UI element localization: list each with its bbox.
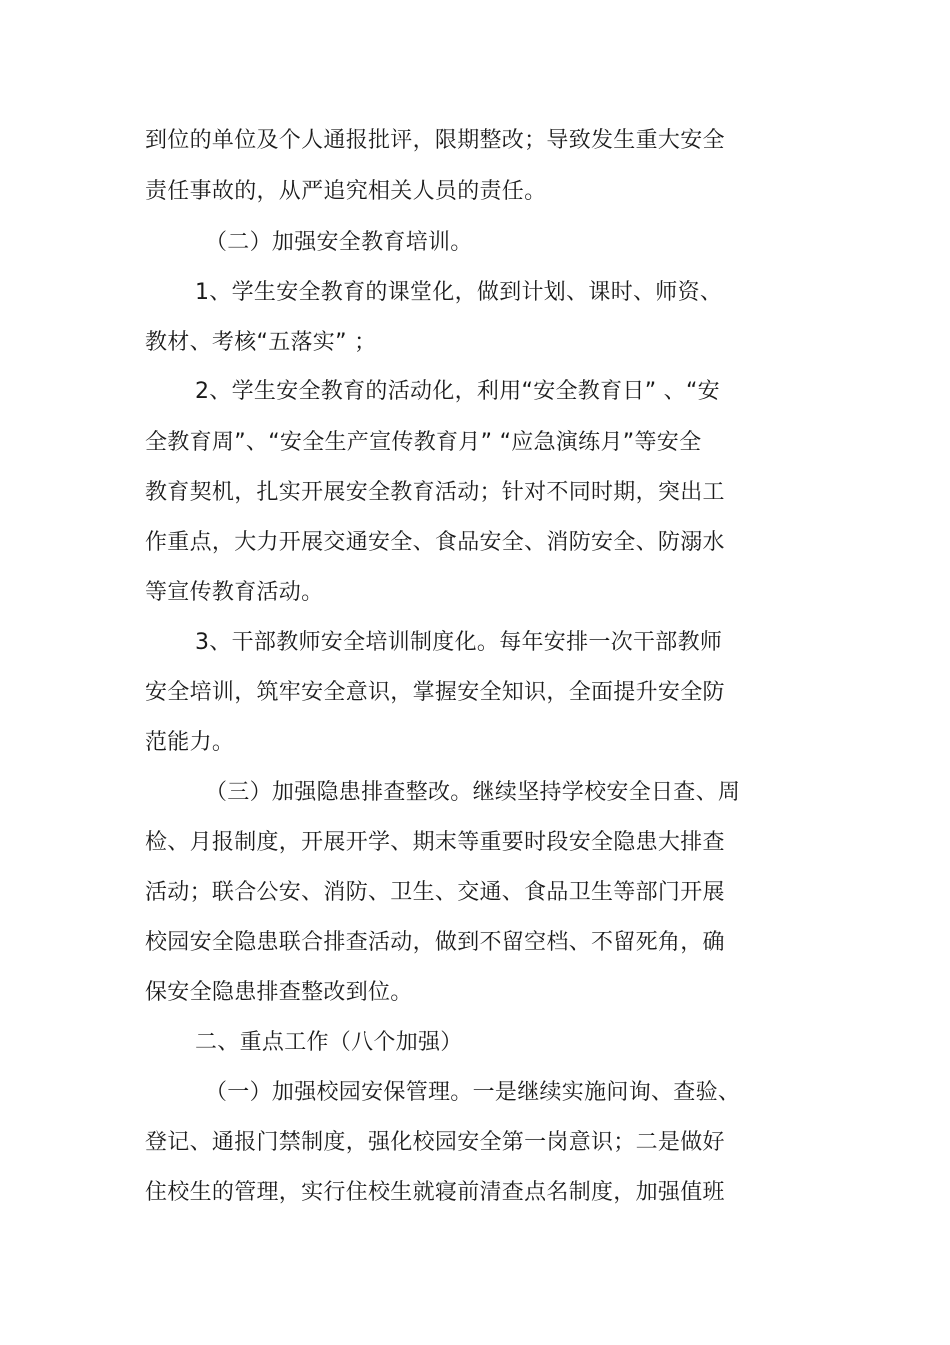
- text-line: 检、月报制度，开展开学、期末等重要时段安全隐患大排查: [145, 830, 725, 855]
- text-line: 等宣传教育活动。: [145, 580, 324, 605]
- text-line: 2、学生安全教育的活动化，利用“安全教育日” 、“安: [195, 379, 720, 404]
- text-line: 住校生的管理，实行住校生就寝前清查点名制度，加强值班: [145, 1180, 725, 1205]
- text-line: 教育契机，扎实开展安全教育活动；针对不同时期，突出工: [145, 480, 725, 505]
- text-line: 3、干部教师安全培训制度化。每年安排一次干部教师: [195, 630, 723, 655]
- text-line: 保安全隐患排查整改到位。: [145, 980, 413, 1005]
- section-heading: （一）加强校园安保管理。一是继续实施问询、查验、: [205, 1080, 741, 1105]
- text-line: 安全培训，筑牢安全意识，掌握安全知识，全面提升安全防: [145, 680, 725, 705]
- text-line: 全教育周”、“安全生产宣传教育月” “应急演练月”等安全: [145, 430, 702, 455]
- text-line: 教材、考核“五落实” ；: [145, 330, 377, 355]
- text-line: 到位的单位及个人通报批评，限期整改；导致发生重大安全: [145, 128, 725, 153]
- section-heading: （三）加强隐患排查整改。继续坚持学校安全日查、周: [205, 780, 741, 805]
- section-heading: 二、重点工作（八个加强）: [195, 1030, 463, 1055]
- text-line: 作重点，大力开展交通安全、食品安全、消防安全、防溺水: [145, 530, 725, 555]
- text-line: 责任事故的，从严追究相关人员的责任。: [145, 179, 547, 204]
- text-line: 登记、通报门禁制度，强化校园安全第一岗意识；二是做好: [145, 1130, 725, 1155]
- text-line: 活动；联合公安、消防、卫生、交通、食品卫生等部门开展: [145, 880, 725, 905]
- text-line: 范能力。: [145, 730, 235, 755]
- section-heading: （二）加强安全教育培训。: [205, 230, 473, 255]
- text-line: 校园安全隐患联合排查活动，做到不留空档、不留死角，确: [145, 930, 725, 955]
- text-line: 1、学生安全教育的课堂化，做到计划、课时、师资、: [195, 280, 723, 305]
